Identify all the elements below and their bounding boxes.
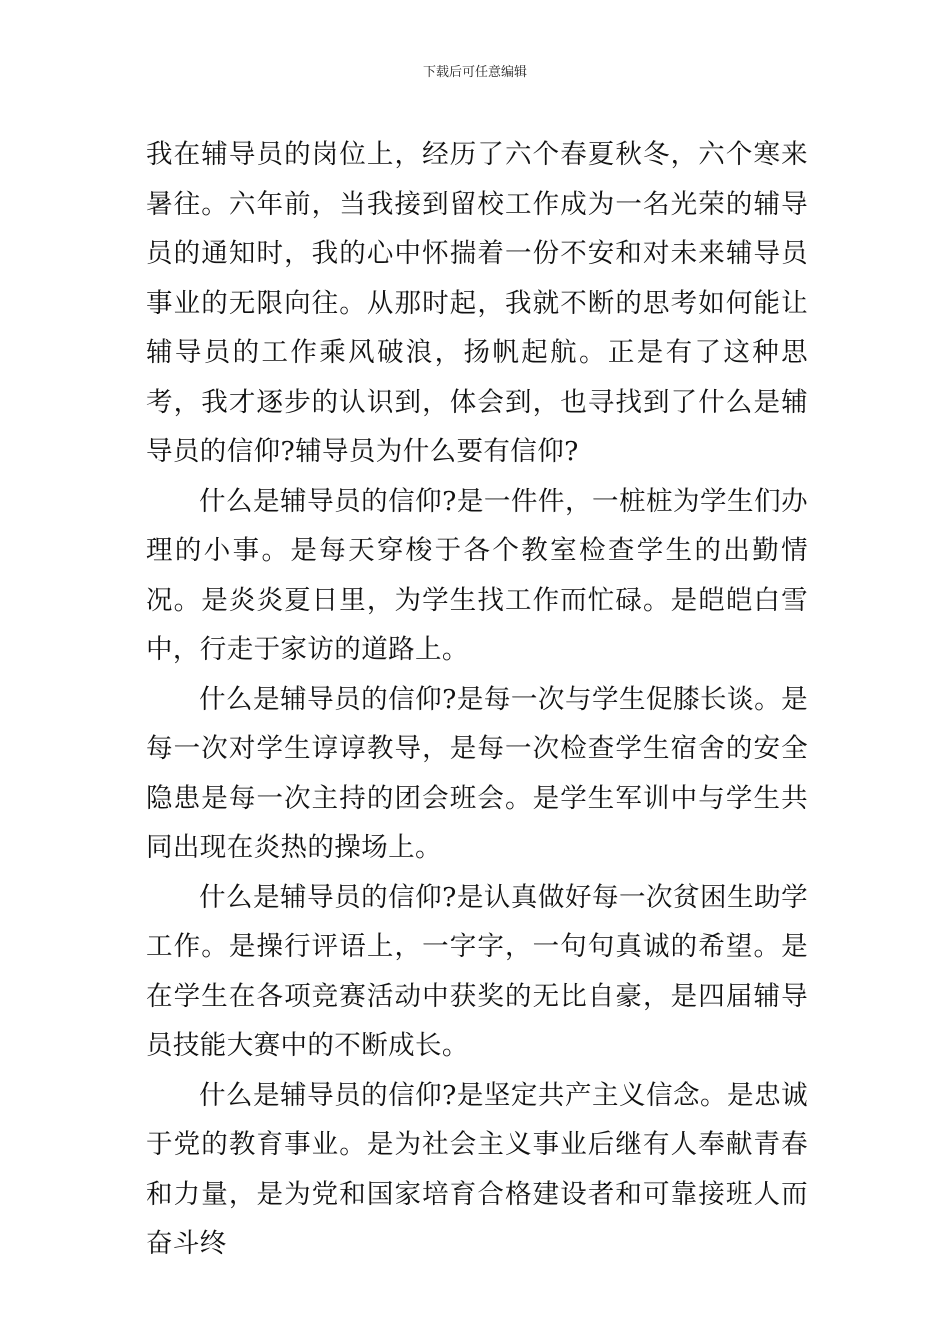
paragraph-5: 什么是辅导员的信仰?是坚定共产主义信念。是忠诚于党的教育事业。是为社会主义事业后继有人奉献青春和力量，是为党和国家培育合格建设者和可靠接班人而奋斗终 [146,1079,808,1259]
paragraph-1: 我在辅导员的岗位上，经历了六个春夏秋冬，六个寒来暑往。六年前，当我接到留校工作成为一名光荣的辅导员的通知时，我的心中怀揣着一份不安和对未来辅导员事业的无限向往。从那时起，我就不断的思考如何能让辅导员的工作乘风破浪，扬帆起航。正是有了这种思考，我才逐步的认识到，体会到，也寻找到了什么是辅导员的信仰?辅导员为什么要有信仰? [146,139,808,467]
page-header: 下载后可任意编辑 [422,65,527,80]
paragraph-2: 什么是辅导员的信仰?是一件件，一桩桩为学生们办理的小事。是每天穿梭于各个教室检查学生的出勤情况。是炎炎夏日里，为学生找工作而忙碌。是皑皑白雪中，行走于家访的道路上。 [146,485,808,665]
paragraph-4: 什么是辅导员的信仰?是认真做好每一次贫困生助学工作。是操行评语上，一字字，一句句真诚的希望。是在学生在各项竞赛活动中获奖的无比自豪，是四届辅导员技能大赛中的不断成长。 [146,881,808,1061]
document-body [146,130,808,1269]
paragraph-3: 什么是辅导员的信仰?是每一次与学生促膝长谈。是每一次对学生谆谆教导，是每一次检查学生宿舍的安全隐患是每一次主持的团会班会。是学生军训中与学生共同出现在炎热的操场上。 [146,683,808,863]
